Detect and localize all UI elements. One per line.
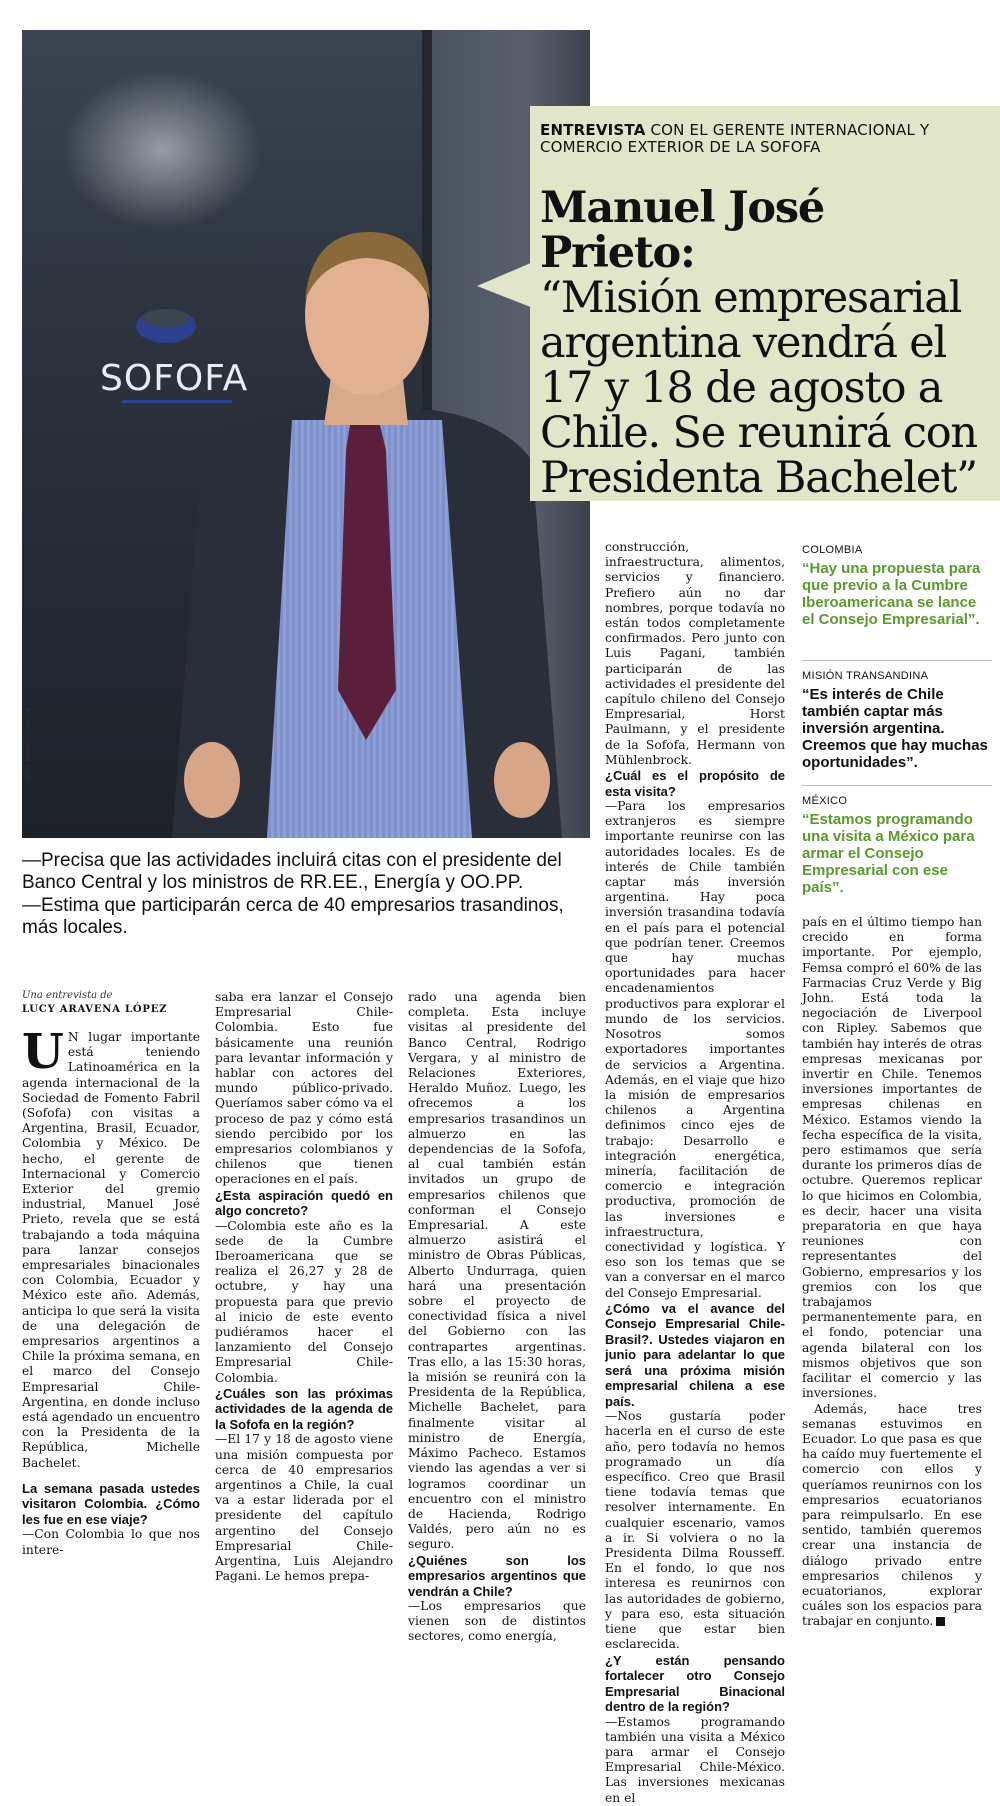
- answer: —Para los empresarios extranjeros es siempre importante reunirse con las autoridades locales. Es de interés de Chile también captar más inversión argentina. Hay poca inversión trasandina todavía en el país para el potencial que podrían tener. Creemos que hay muchas oportunidades para hacer encadenamientos productivos para explorar el mundo de los servicios. Nosotros somos exportadores importantes de servicios a Argentina. Además, en el viaje que hizo la misión de empresarios chilenos a Argentina definimos cinco ejes de trabajo: Desarrollo e integración energética, minería, facilitación de comercio e integración productiva, promoción de las inversiones e infraestructura, conectividad y logística. Y eso son los temas que se van a conversar en el marco del Consejo Empresarial.: [605, 799, 785, 1300]
- headline-quote: “Misión empresarial argentina vendrá el 17 y 18 de agosto a Chile. Se reunirá con Presidenta Bachelet”: [540, 273, 977, 503]
- dropcap: U: [22, 1024, 64, 1080]
- sofofa-logo-text: SOFOFA: [100, 358, 249, 399]
- answer: —Colombia este año es la sede de la Cumbre Iberoamericana que se realiza el 26,27 y 28 de octubre, y hay una propuesta para que previo al inicio de este evento pudiéramos hacer el lanzamiento del Consejo Empresarial Chile-Colombia.: [215, 1218, 393, 1385]
- bullet-1: —Precisa que las actividades incluirá citas con el presidente del Banco Central y los ministros de RR.EE., Energía y OO.PP.: [22, 850, 562, 893]
- answer: —Nos gustaría poder hacerla en el curso de este año, pero todavía no hemos programado un día específico. Creo que Brasil tiene todavía temas que resolver internamente. En cualquier escenario, vamos a ir. Si volviera o no la Presidenta Dilma Rousseff. En el fondo, lo que nos interesa es reunirnos con las autoridades de gobierno, y para eso, esta situación tiene que estar bien esclarecida.: [605, 1409, 785, 1652]
- question: ¿Quiénes son los empresarios argentinos que vendrán a Chile?: [408, 1552, 586, 1599]
- paragraph: rado una agenda bien completa. Esta incluye visitas al presidente del Banco Central, Rodrigo Vergara, y al ministro de Relaciones Exteriores, Heraldo Muñoz. Luego, les ofrecemos a los empresarios trasandinos un almuerzo en las dependencias de la Sofofa, al cual también están invitados un grupo de empresarios chilenos que conforman el Consejo Empresarial. A este almuerzo asistirá el ministro de Obras Públicas, Alberto Undurraga, quien hará una presentación sobre el proyecto de conectividad física a nivel del Gobierno con las contrapartes argentinas. Tras ello, a las 15:30 horas, la misión se reunirá con la Presidenta de la República, Michelle Bachelet, para finalmente visitar al ministro de Energía, Máximo Pacheco. Estamos viendo las agendas a ver si logramos coordinar un encuentro con el ministro de Hacienda, Rodrigo Valdés, pero aún no es seguro.: [408, 990, 586, 1552]
- paragraph: Además, hace tres semanas estuvimos en Ecuador. Lo que pasa es que ha caído muy fuertemente el comercio con ellos y queríamos reunirnos con los empresarios ecuatorianos para reimpulsarlo. En ese sentido, también queremos crear una instancia de diálogo privado entre empresarios chilenos y ecuatorianos, explorar cuáles son los espacios para trabajar en conjunto.: [802, 1401, 982, 1629]
- interview-photo: [22, 30, 590, 838]
- column-5: [802, 915, 982, 1630]
- sidebar-label-transandina: MISIÓN TRANSANDINA: [802, 670, 929, 682]
- sidebar-quote-colombia: “Hay una propuesta para que previo a la Cumbre Iberoamericana se lance el Consejo Empresarial”.: [802, 560, 981, 628]
- speech-bubble-tip-icon: [477, 262, 533, 308]
- paragraph: saba era lanzar el Consejo Empresarial Chile-Colombia. Esto fue básicamente una reunión para levantar información y hablar con actores del mundo público-privado. Queríamos saber cómo va el proceso de paz y cómo está siendo percibido por los empresarios colombianos y chilenos que tienen operaciones en el país.: [215, 990, 393, 1187]
- kicker-rest: CON EL GERENTE INTERNACIONAL Y COMERCIO EXTERIOR DE LA SOFOFA: [540, 121, 930, 156]
- answer: —Los empresarios que vienen son de distintos sectores, como energía,: [408, 1599, 586, 1644]
- column-2: [215, 990, 393, 1584]
- kicker: [540, 122, 980, 156]
- person-figure: [172, 220, 562, 838]
- sidebar-label-mexico: MÉXICO: [802, 795, 848, 807]
- end-mark-icon: [936, 1617, 945, 1626]
- ceiling-light: [62, 70, 262, 230]
- column-4: [605, 540, 785, 1806]
- column-1: [22, 1024, 200, 1558]
- kicker-bold: ENTREVISTA: [540, 121, 646, 139]
- headline-name: Manuel José Prieto:: [540, 183, 825, 278]
- question: ¿Y están pensando fortalecer otro Consejo Empresarial Binacional dentro de la región?: [605, 1652, 785, 1714]
- question: ¿Cuál es el propósito de esta visita?: [605, 768, 785, 799]
- headline: [540, 183, 990, 503]
- paragraph: construcción, infraestructura, alimentos, servicios y financiero. Prefiero aún no dar nombres, porque todavía no están todos completamente confirmados. Pero junto con Luis Pagani, también participarán de las actividades el presidente del capítulo chileno del Consejo Empresarial, Horst Paulmann, y el presidente de la Sofofa, Hermann von Mühlenbrock.: [605, 540, 785, 767]
- paragraph: país en el último tiempo han crecido en forma importante. Por ejemplo, Femsa compró el 60% de las Farmacias Cruz Verde y Big John. Está toda la negociación de Liverpool con Ripley. Sabemos que también hay interés de otras empresas mexicanas por invertir en Chile. Tenemos inversiones importantes de empresas chilenas en México. Estamos viendo la fecha específica de la visita, pero estimamos que sería durante los primeros días de octubre. Queremos replicar lo que hicimos en Colombia, es decir, hacer una visita preparatoria en que haya reuniones con representantes del Gobierno, empresarios y los gremios con los que trabajamos permanentemente para, en el fondo, potenciar una agenda bilateral con los mismos objetivos que son facilitar el comercio y las inversiones.: [802, 915, 982, 1401]
- answer: —El 17 y 18 de agosto viene una misión compuesta por cerca de 40 empresarios argentinos a Chile, la cual va a estar liderada por el presidente del capítulo argentino del Consejo Empresarial Chile-Argentina, Luis Alejandro Pagani. Le hemos prepa-: [215, 1432, 393, 1584]
- question: ¿Esta aspiración quedó en algo concreto?: [215, 1187, 393, 1219]
- sidebar-divider: [802, 785, 992, 786]
- lead-paragraph: U N lugar importante está teniendo Latinoamérica en la agenda internacional de la Sociedad de Fomento Fabril (Sofofa) con visitas a Argentina, Brasil, Ecuador, Colombia y México. De hecho, el gerente de Internacional y Comercio Exterior del gremio industrial, Manuel José Prieto, revela que se está trabajando a toda máquina para lanzar consejos empresariales binacionales con Colombia, Ecuador y México este año. Además, anticipa lo que será la visita de una delegación de empresarios argentinos a Chile la próxima semana, en el marco del Consejo Empresarial Chile-Argentina, en donde incluso está agendado un encuentro con la Presidenta de la República, Michelle Bachelet.: [22, 1024, 200, 1470]
- bullet-2: —Estima que participarán cerca de 40 empresarios trasandinos, más locales.: [22, 895, 564, 938]
- answer: —Con Colombia lo que nos intere-: [22, 1527, 200, 1557]
- sidebar-label-colombia: COLOMBIA: [802, 544, 863, 556]
- question: ¿Cómo va el avance del Consejo Empresarial Chile-Brasil?. Ustedes viajaron en junio para adelantar lo que será una próxima misión empresarial chilena a ese país.: [605, 1300, 785, 1409]
- question: La semana pasada ustedes visitaron Colombia. ¿Cómo les fue en ese viaje?: [22, 1480, 200, 1527]
- answer: —Estamos programando también una visita a México para armar el Consejo Empresarial Chile-México. Las inversiones mexicanas en el: [605, 1714, 785, 1805]
- sidebar-quote-mexico: “Estamos programando una visita a México para armar el Consejo Empresarial con ese país”.: [802, 811, 975, 896]
- sidebar-quote-transandina: “Es interés de Chile también captar más inversión argentina. Creemos que hay muchas oportunidades”.: [802, 686, 988, 771]
- byline-intro: Una entrevista de: [22, 990, 113, 1001]
- sidebar-divider: [802, 660, 992, 661]
- column-3: [408, 990, 586, 1645]
- byline-name: LUCY ARAVENA LÓPEZ: [22, 1004, 168, 1015]
- photo-credit: FOTO: REINALDO UBILLA: [25, 707, 32, 782]
- question: ¿Cuáles son las próximas actividades de la agenda de la Sofofa en la región?: [215, 1385, 393, 1432]
